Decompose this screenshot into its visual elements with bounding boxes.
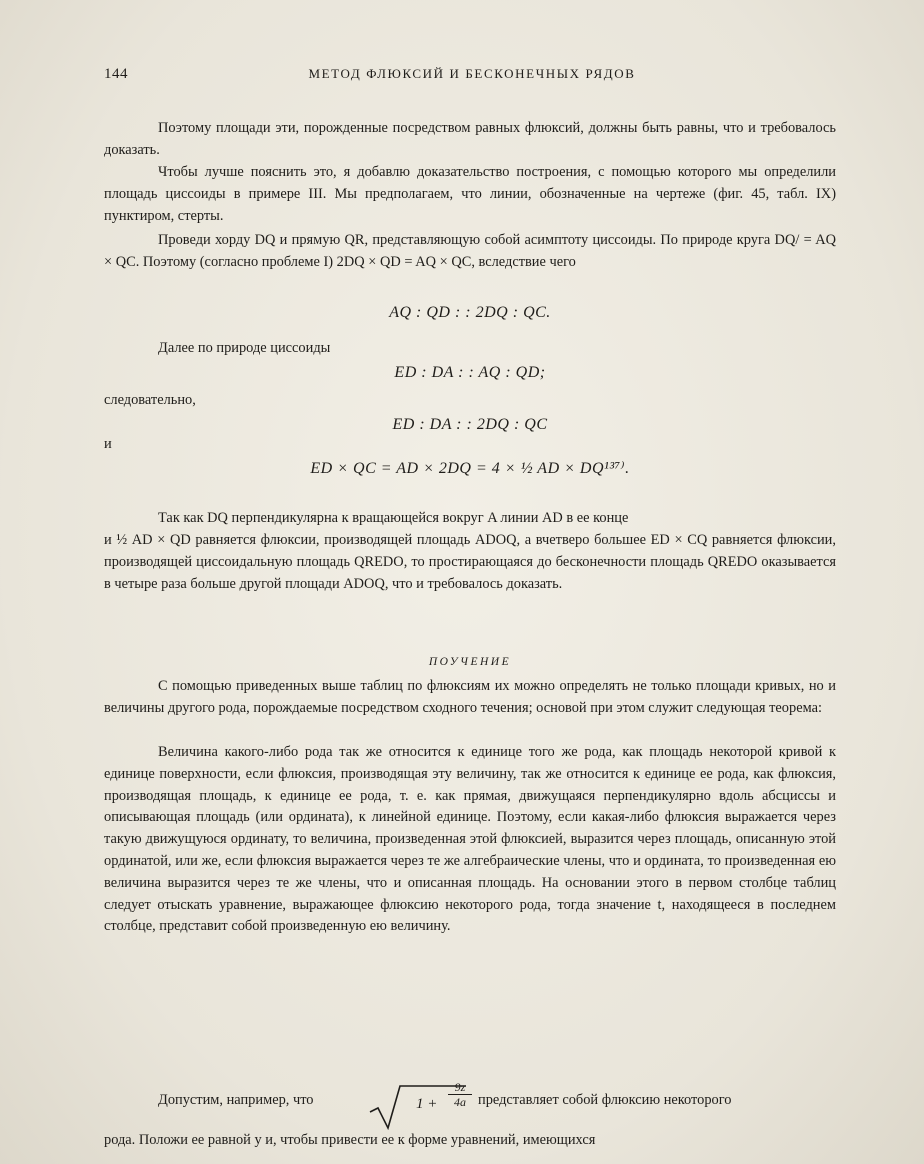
paragraph-last-line: рода. Положи ее равной y и, чтобы привести ее к форме уравнений, имеющихся xyxy=(104,1132,596,1148)
equation-3: ED : DA : : 2DQ : QC xyxy=(392,416,548,433)
paragraph-cissoid-nature: Далее по природе циссоиды xyxy=(158,340,331,356)
sqrt-expression xyxy=(368,1082,468,1130)
equation-2: ED : DA : : AQ : QD; xyxy=(394,364,546,381)
sqrt-one: 1 + xyxy=(416,1096,438,1112)
paragraph-suppose-b: представляет собой флюксию некоторого xyxy=(478,1092,732,1108)
section-heading-scholium: ПОУЧЕНИЕ xyxy=(428,656,512,668)
sqrt-denominator: 4a xyxy=(448,1094,472,1109)
paragraph-perpendicular: Так как DQ перпендикулярна к вращающейся вокруг A линии AD в ее конце xyxy=(158,510,629,526)
paragraph-cissoid-intro: Чтобы лучше пояснить это, я добавлю доказательство построения, с помощью которого мы определили площадь циссоиды в примере III. Мы предполагаем, что линии, обозначенные на чертеже (фиг. 45, табл. IX) пунктиром, стерты. xyxy=(104,164,836,224)
sqrt-fraction xyxy=(448,1080,472,1109)
paragraph-conclusion: Поэтому площади эти, порожденные посредством равных флюксий, должны быть равны, что и требовалось доказать. xyxy=(104,120,836,158)
page-number: 144 xyxy=(104,66,128,82)
paragraph-tables: С помощью приведенных выше таблиц по флюксиям их можно определять не только площади кривых, но и величины другого рода, порождаемые посредством сходного течения; основой при этом служит следующая теорема: xyxy=(104,678,836,716)
page-header xyxy=(104,66,840,88)
paragraph-suppose-a: Допустим, например, что xyxy=(158,1092,314,1108)
equation-1: AQ : QD : : 2DQ : QC. xyxy=(389,304,551,321)
paragraph-theorem: Величина какого-либо рода так же относится к единице того же рода, как площадь некоторой кривой к единице поверхности, если флюксия, производящая эту величину, так же относится к единице ее рода, как флюксия, производящая площадь, к единице ее рода, т. е. как прямая, движущаяся перпендикулярно вдоль абсциссы и описывающая площадь (или ордината), к линейной единице. Поэтому, если какая-либо флюксия выражается через такую движущуюся ординату, то величина, произведенная этой флюксией, выразится через площадь, описанную этой ординатой, или же, если флюксия выражается через те же алгебраические члены, что и ордината, то произведенная ею величина выразится через те же члены, что и описанная площадь. На основании этого в первом столбце таблиц следует отыскать уравнение, выражающее флюксию некоторого рода, тогда значение t, находящееся в последнем столбце, представит собой произведенную ею величину. xyxy=(104,744,836,935)
paragraph-chord: Проведи хорду DQ и прямую QR, представляющую собой асимптоту циссоиды. По природе круга DQ/ = AQ × QC. Поэтому (согласно проблеме I) 2DQ × QD = AQ × QC, вследствие чего xyxy=(104,232,836,270)
sqrt-numerator: 9z xyxy=(454,1080,466,1094)
paragraph-consequently: следовательно, xyxy=(104,392,196,408)
paragraph-flux-area: и ½ AD × QD равняется флюксии, производящей площадь ADOQ, а вчетверо большее ED × CQ равняется флюксии, производящей циссоидальную площадь QREDO, то простирающаяся до бесконечности площадь QREDO оказывается в четыре раза больше другой площади ADOQ, что и требовалось доказать. xyxy=(104,532,836,592)
paragraph-and: и xyxy=(104,436,112,452)
equation-4: ED × QC = AD × 2DQ = 4 × ½ AD × DQ¹³⁷⁾. xyxy=(310,460,630,477)
running-title: МЕТОД ФЛЮКСИЙ И БЕСКОНЕЧНЫХ РЯДОВ xyxy=(308,66,636,81)
